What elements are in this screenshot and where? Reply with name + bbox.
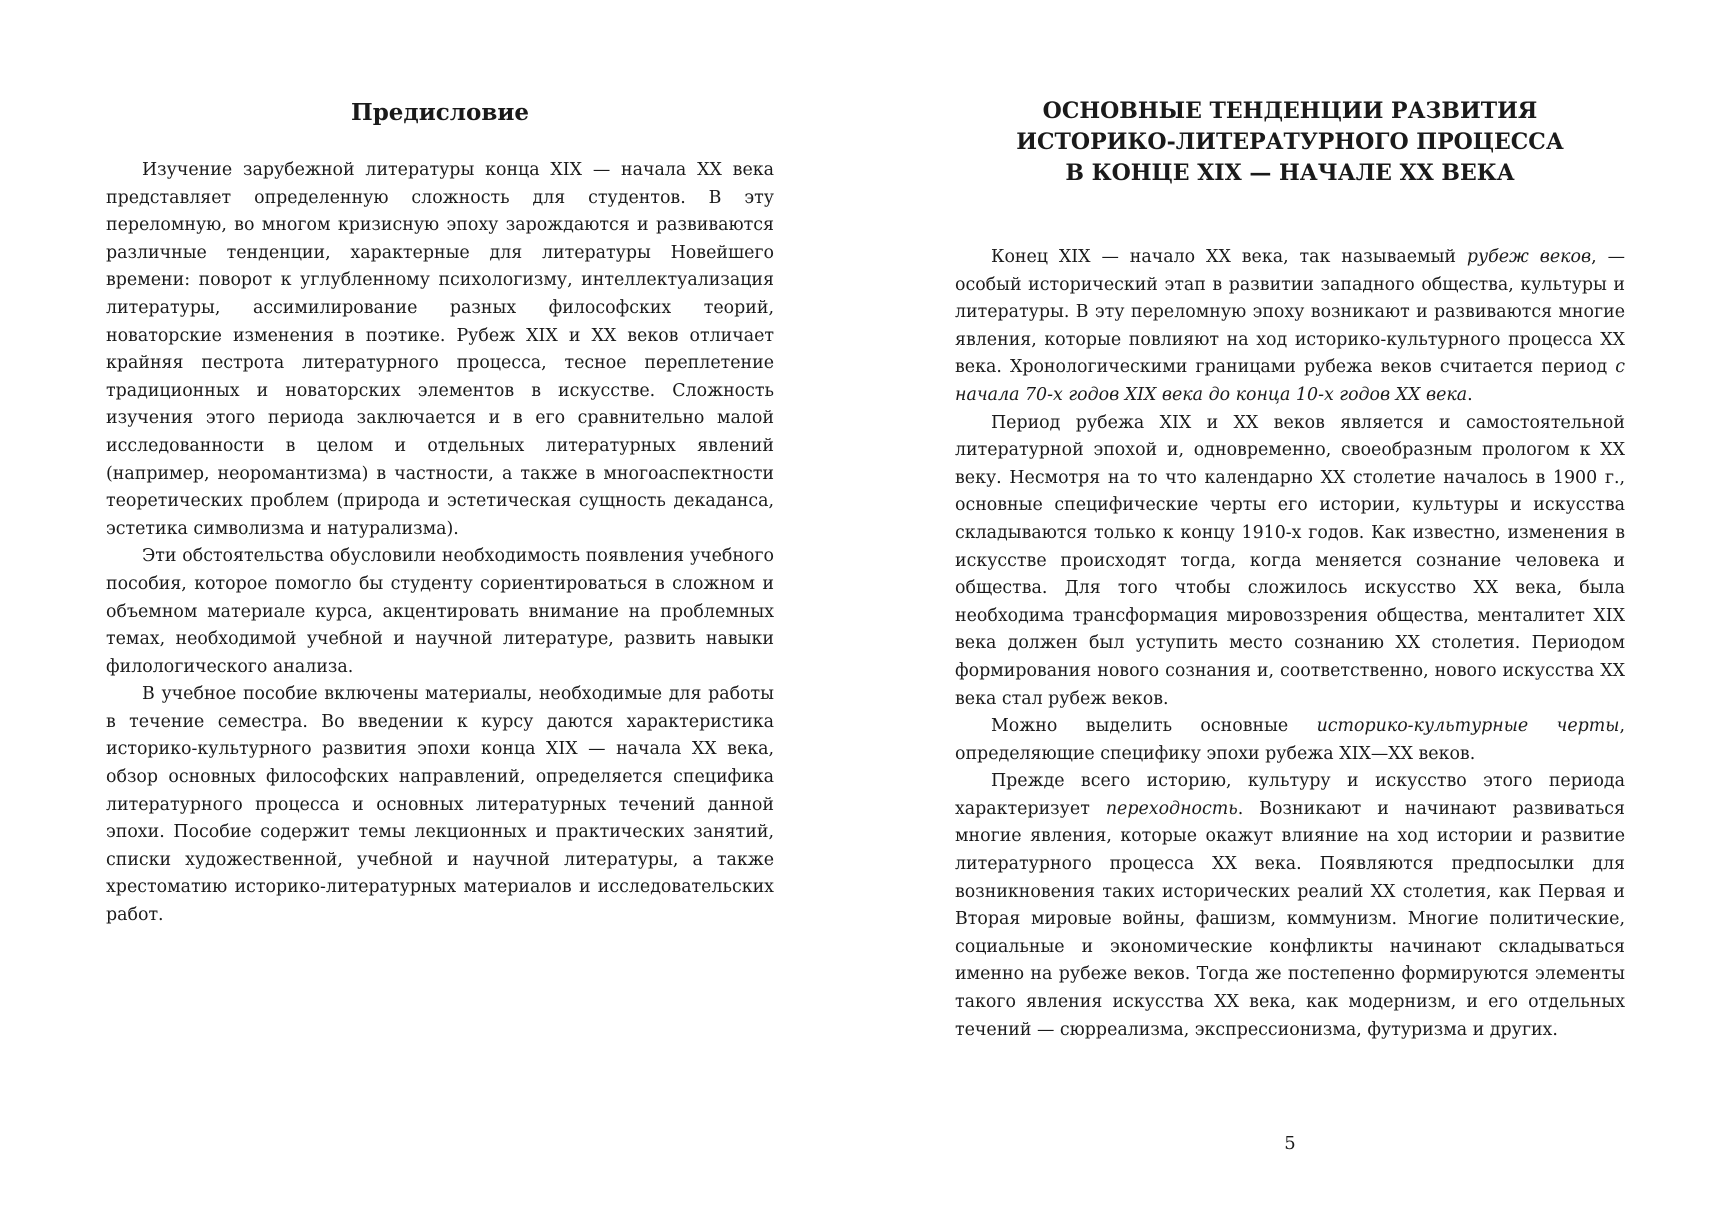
chapter-paragraph-1 (955, 244, 1625, 410)
chapter-paragraph-2: Период рубежа XIX и XX веков является и самостоятельной литературной эпохой и, одновременно, своеобразным прологом к XX веку. Несмотря на то что календарно XX столетие началось в 1900 г., основные специфические черты его истории, культуры и искусства складываются только к концу 1910-х годов. Как известно, изменения в искусстве происходят тогда, когда меняется сознание человека и общества. Для того чтобы сложилось искусство XX века, была необходима трансформация мировоззрения общества, менталитет XIX века должен был уступить место сознанию XX столетия. Периодом формирования нового сознания и, соответственно, нового искусства XX века стал рубеж веков. (955, 412, 1625, 709)
p1-text-e: . (1467, 384, 1473, 405)
chapter-paragraph-3 (955, 713, 1625, 768)
page-number: 5 (1284, 1133, 1296, 1154)
p4-text-a: Прежде всего историю, культуру и искусство этого периода характеризует (955, 771, 1625, 819)
chapter-title-line-1: ОСНОВНЫЕ ТЕНДЕНЦИИ РАЗВИТИЯ (1042, 98, 1538, 124)
chapter-paragraph-4 (955, 768, 1625, 1044)
chapter-title-line-3: В КОНЦЕ XIX — НАЧАЛЕ XX ВЕКА (1065, 160, 1515, 186)
p3-text-a: Можно выделить основные (991, 716, 1317, 737)
p1-text-c: , — особый исторический этап в развитии западного общества, культуры и литературы. В эту переломную эпоху возникают и развиваются многие явления, которые повлияют на ход историко-культурного процесса XX века. Хронологическими границами рубежа веков считается период (955, 247, 1625, 378)
p3-italic-term: историко-культурные черты (1316, 716, 1620, 737)
preface-paragraph-3: В учебное пособие включены материалы, необходимые для работы в течение семестра. Во введении к курсу даются характеристика историко-культурного развития эпохи конца XIX — начала XX века, обзор основных философских направлений, определяется специфика литературного процесса и основных литературных течений данной эпохи. Пособие содержит темы лекционных и практических занятий, списки художественной, учебной и научной литературы, а также хрестоматию историко-литературных материалов и исследовательских работ. (106, 684, 774, 926)
right-page (955, 0, 1625, 1211)
p1-text-a: Конец XIX — начало XX века, так называемый (991, 247, 1467, 267)
p4-text-c: . Возникают и начинают развиваться многие явления, которые окажут влияние на ход истории и развитие литературного процесса XX века. Появляются предпосылки для возникновения таких исторических реалий XX столетия, как Первая и Вторая мировые войны, фашизм, коммунизм. Многие политические, социальные и экономические конфликты начинают складываться именно на рубеже веков. Тогда же постепенно формируются элементы такого явления искусства XX века, как модернизм, и его отдельных течений — сюрреализма, экспрессионизма, футуризма и других. (955, 798, 1625, 1040)
p4-italic-term: переходность (1105, 798, 1238, 819)
preface-body (106, 157, 774, 930)
p1-italic-term: рубеж веков (1466, 247, 1592, 267)
chapter-body (955, 244, 1625, 1044)
p1-italic-period: с начала 70-х годов XIX века до конца 10-х годов XX века (955, 357, 1625, 405)
preface-title: Предисловие (350, 99, 530, 126)
p3-text-c: , определяющие специфику эпохи рубежа XIX—XX веков. (955, 716, 1625, 764)
left-page (106, 0, 774, 1211)
chapter-title-line-2: ИСТОРИКО-ЛИТЕРАТУРНОГО ПРОЦЕССА (1016, 129, 1564, 155)
chapter-title (955, 96, 1625, 189)
preface-paragraph-1: Изучение зарубежной литературы конца XIX — начала XX века представляет определенную сложность для студентов. В эту переломную, во многом кризисную эпоху зарождаются и развиваются различные тенденции, характерные для литературы Новейшего времени: поворот к углубленному психологизму, интеллектуализация литературы, ассимилирование разных философских теорий, новаторские изменения в поэтике. Рубеж XIX и XX веков отличает крайняя пестрота литературного процесса, тесное переплетение традиционных и новаторских элементов в искусстве. Сложность изучения этого периода заключается и в его сравнительно малой исследованности в целом и отдельных литературных явлений (например, неоромантизма) в частности, а также в многоаспектности теоретических проблем (природа и эстетическая сущность декаданса, эстетика символизма и натурализма). (106, 160, 774, 539)
preface-paragraph-2: Эти обстоятельства обусловили необходимость появления учебного пособия, которое помогло бы студенту сориентироваться в сложном и объемном материале курса, акцентировать внимание на проблемных темах, необходимой учебной и научной литературе, развить навыки филологического анализа. (106, 546, 774, 677)
